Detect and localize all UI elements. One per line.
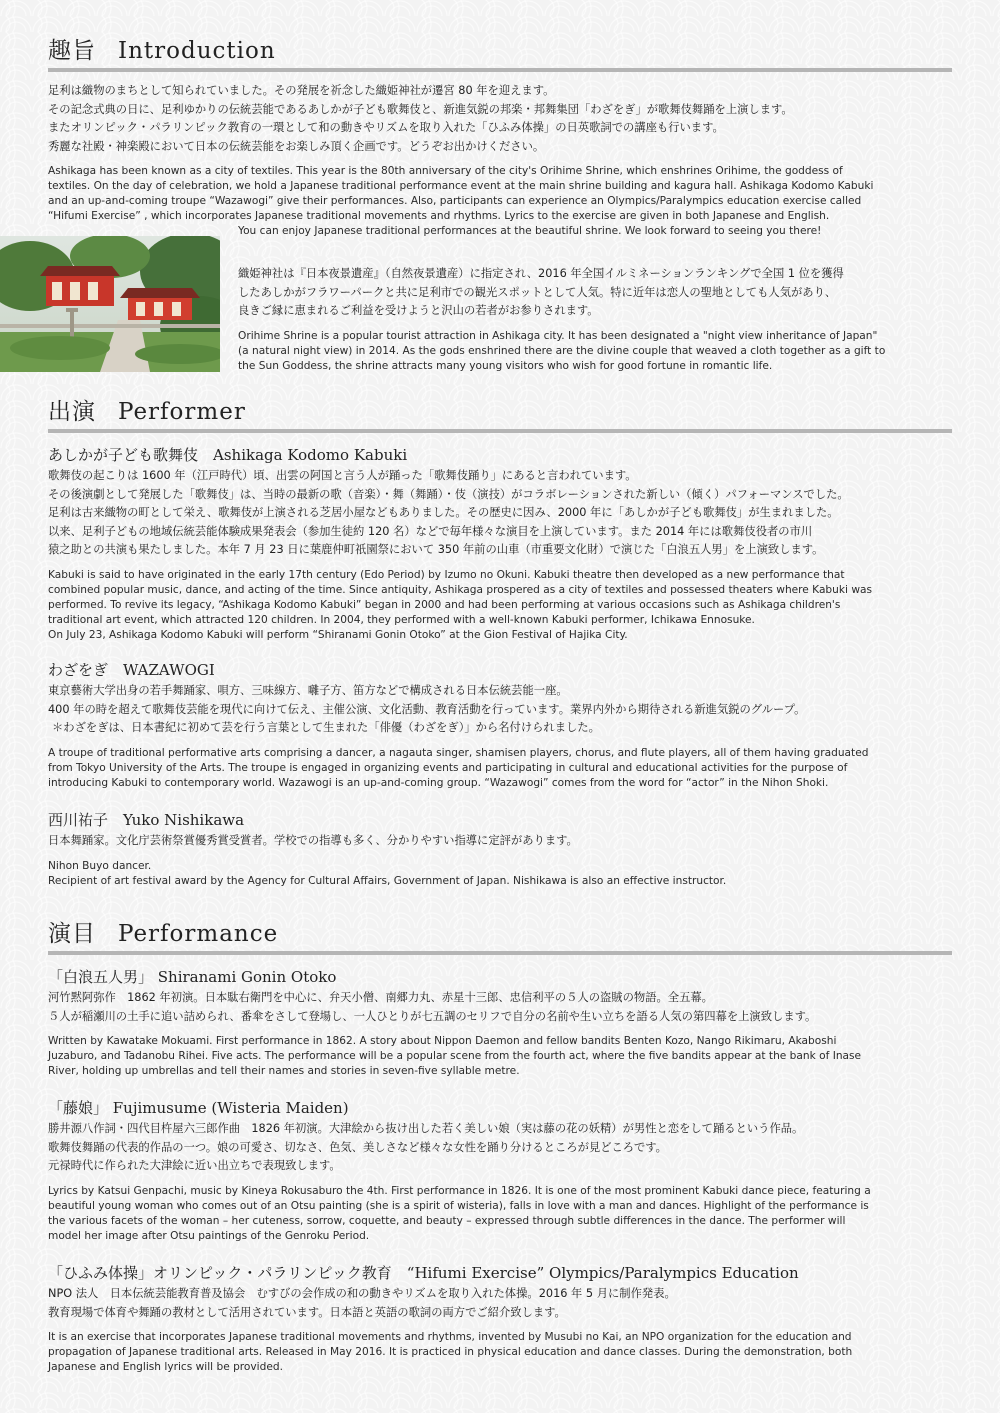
section-heading-en: Performance [118, 921, 279, 947]
text-line: from Tokyo University of the Arts. The troupe is engaged in organizing events and participating in cultural and educational activities for the purpose of [48, 761, 848, 774]
text-line: the Sun Goddess, the shrine attracts many young visitors who wish for good fortune in romantic life. [238, 360, 773, 372]
shrine-en-text [238, 329, 952, 374]
nishikawa-en-text [48, 859, 952, 889]
hifumi-jp-text [48, 1285, 952, 1322]
section-heading-en: Introduction [118, 38, 276, 64]
text-line: beautiful young woman who comes out of an Otsu painting (she is a spirit of wisteria), falls in love with a man and dances. Highlight of the performance is [48, 1199, 869, 1212]
text-line: Recipient of art festival award by the Agency for Cultural Affairs, Government of Japan. Nishikawa is also an effective instructor. [48, 874, 727, 887]
text-line: 日本舞踊家。文化庁芸術祭賞優秀賞受賞者。学校での指導も多く、分かりやすい指導に定評があります。 [48, 834, 578, 847]
text-line: 足利は織物のまちとして知られていました。その発展を祈念した織姫神社が遷宮 80 年を迎えます。 [48, 84, 555, 97]
performance-fujimusume [48, 1098, 952, 1244]
text-line: 歌舞伎の起こりは 1600 年（江戸時代）頃、出雲の阿国と言う人が踊った「歌舞伎踊り」にあると言われています。 [48, 469, 637, 482]
text-line: You can enjoy Japanese traditional performances at the beautiful shrine. We look forward to seeing you there! [238, 225, 822, 237]
text-line: On July 23, Ashikaga Kodomo Kabuki will perform “Shiranami Gonin Otoko” at the Gion Festival of Hajika City. [48, 628, 628, 641]
text-line: propagation of Japanese traditional arts. Released in May 2016. It is practiced in physical education and dance classes. During the demonstration, both [48, 1346, 853, 1358]
section-heading-introduction [48, 36, 952, 72]
text-line: Kabuki is said to have originated in the early 17th century (Edo Period) by Izumo no Okuni. Kabuki theatre then developed as a new performance that [48, 568, 845, 581]
text-line: 400 年の時を超えて歌舞伎芸能を現代に向けて伝え、主催公演、文化活動、教育活動を行っています。業界内外から期待される新進気鋭のグループ。 [48, 702, 806, 716]
text-line: 河竹黙阿弥作 1862 年初演。日本駄右衛門を中心に、弁天小僧、南郷力丸、赤星十三郎、忠信利平の５人の盗賊の物語。全五幕。 [48, 991, 713, 1004]
text-line: A troupe of traditional performative arts comprising a dancer, a nagauta singer, shamisen players, chorus, and flute players, all of them having graduated [48, 746, 869, 759]
text-line: したあしかがフラワーパークと共に足利市での観光スポットとして人気。特に近年は恋人の聖地としても人気があり、 [238, 285, 837, 299]
text-line: ＊わざをぎは、日本書紀に初めて芸を行う言葉として生まれた「俳優（わざをぎ）」から名付けられました。 [52, 721, 600, 734]
text-line: その後演劇として発展した「歌舞伎」は、当時の最新の歌（音楽）・舞（舞踊）・伎（演技）がコラボレーションされた新しい（傾く）パフォーマンスでした。 [48, 487, 849, 501]
subsection-title: 西川祐子 Yuko Nishikawa [48, 811, 245, 829]
intro-en-text [48, 164, 952, 224]
intro-en-closing [238, 224, 821, 239]
subsection-title: 「藤娘」 Fujimusume (Wisteria Maiden) [48, 1099, 349, 1117]
section-heading-performer [48, 397, 952, 433]
shrine-jp-text [238, 265, 952, 321]
text-line: 以来、足利子どもの地域伝統芸能体験成果発表会（参加生徒約 120 名）などで毎年様々な演目を上演しています。また 2014 年には歌舞伎役者の市川 [48, 524, 813, 538]
text-line: model her image after Otsu paintings of the Genroku Period. [48, 1229, 370, 1242]
performer-wazawogi [48, 660, 952, 791]
text-line: 教育現場で体育や舞踊の教材として活用されています。日本語と英語の歌詞の両方でご紹介致します。 [48, 1305, 566, 1319]
intro-jp-text [48, 82, 952, 156]
section-heading-jp: 演目 [48, 921, 96, 947]
text-line: 元禄時代に作られた大津絵に近い出立ちで表現致します。 [48, 1159, 341, 1172]
text-line: Lyrics by Katsui Genpachi, music by Kineya Rokusaburo the 4th. First performance in 1826. It is one of the most prominent Kabuki dance piece, featuring a [48, 1184, 871, 1197]
text-line: and an up-and-coming troupe “Wazawogi” give their performances. Also, participants can experience an Olympics/Paralympics education exercise called [48, 195, 862, 207]
text-line: Japanese and English lyrics will be provided. [48, 1361, 283, 1373]
nishikawa-jp-text [48, 832, 952, 851]
hifumi-en-text [48, 1330, 952, 1375]
text-line: River, holding up umbrellas and tell their names and stories in seven-five syllable metre. [48, 1065, 520, 1077]
section-heading-jp: 趣旨 [48, 38, 96, 64]
text-line: 東京藝術大学出身の若手舞踊家、唄方、三味線方、囃子方、笛方などで構成される日本伝統芸能一座。 [48, 684, 568, 697]
text-line: Orihime Shrine is a popular tourist attraction in Ashikaga city. It has been designated a "night view inheritance of Japan" [238, 330, 878, 342]
performance-hifumi [48, 1263, 952, 1375]
text-line: 秀麗な社殿・神楽殿において日本の伝統芸能をお楽しみ頂く企画です。どうぞお出かけください。 [48, 139, 545, 153]
text-line: It is an exercise that incorporates Japanese traditional movements and rhythms, invented by Musubi no Kai, an NPO organization for the education and [48, 1331, 852, 1343]
text-line: Nihon Buyo dancer. [48, 859, 152, 872]
text-line: “Hifumi Exercise” , which incorporates Japanese traditional movements and rhythms. Lyrics to the exercise are given in both Japanese and English. [48, 210, 830, 222]
subsection-title: あしかが子ども歌舞伎 Ashikaga Kodomo Kabuki [48, 446, 408, 464]
text-line: 良きご縁に恵まれるご利益を受けようと沢山の若者がお参りされます。 [238, 304, 599, 317]
subsection-title: 「ひふみ体操」オリンピック・パラリンピック教育 “Hifumi Exercise” Olympics/Paralympics Education [48, 1264, 799, 1282]
text-line: introducing Kabuki to contemporary world. Wazawogi is an up-and-coming group. “Wazawogi” comes from the word for “actor” in the Nihon Shoki. [48, 776, 829, 789]
text-line: Juzaburo, and Tadanobu Rihei. Five acts. The performance will be a popular scene from the fourth act, where the five bandits appear at the bank of Inase [48, 1050, 862, 1062]
text-line: 勝井源八作詞・四代目杵屋六三郎作曲 1826 年初演。大津絵から抜け出した若く美しい娘（実は藤の花の妖精）が男性と恋をして踊るという作品。 [48, 1122, 804, 1135]
section-heading-jp: 出演 [48, 399, 96, 425]
subsection-title: 「白浪五人男」 Shiranami Gonin Otoko [48, 968, 337, 986]
section-heading-performance [48, 919, 952, 955]
wazawogi-jp-text [48, 682, 952, 738]
text-line: 足利は古来織物の町として栄え、歌舞伎が上演される芝居小屋などもありました。その歴史に因み、2000 年に「あしかが子ども歌舞伎」が生まれました。 [48, 506, 839, 519]
kabuki-jp-text [48, 467, 952, 560]
text-line: (a natural night view) in 2014. As the gods enshrined there are the divine couple that weaved a cloth together as a gift to [238, 345, 886, 357]
wazawogi-en-text [48, 746, 952, 791]
performer-nishikawa [48, 810, 952, 889]
subsection-title: わざをぎ WAZAWOGI [48, 661, 215, 679]
text-line: 猿之助との共演も果たしました。本年 7 月 23 日に葉鹿仲町祇園祭において 350 年前の山車（市重要文化財）で演じた「白浪五人男」を上演致します。 [48, 543, 824, 556]
kabuki-en-text [48, 568, 952, 643]
text-line: 織姫神社は『日本夜景遺産』（自然夜景遺産）に指定され、2016 年全国イルミネーションランキングで全国 1 位を獲得 [238, 267, 844, 280]
shrine-photo [0, 236, 220, 372]
fujimusume-en-text [48, 1184, 952, 1244]
text-line: Ashikaga has been known as a city of textiles. This year is the 80th anniversary of the city's Orihime Shrine, which enshrines Orihime, the goddess of [48, 165, 843, 177]
text-line: 歌舞伎舞踊の代表的作品の一つ。娘の可愛さ、切なさ、色気、美しさなど様々な女性を踊り分けるところが見どころです。 [48, 1140, 667, 1154]
text-line: NPO 法人 日本伝統芸能教育普及協会 むすびの会作成の和の動きやリズムを取り入れた体操。2016 年 5 月に制作発表。 [48, 1287, 676, 1300]
performer-kabuki [48, 445, 952, 643]
text-line: textiles. On the day of celebration, we hold a Japanese traditional performance event at the main shrine building and kagura hall. Ashikaga Kodomo Kabuki [48, 180, 874, 192]
text-line: traditional art event, which attracted 120 children. In 2004, they performed with a well-known Kabuki performer, Ichikawa Ennosuke. [48, 613, 755, 626]
text-line: またオリンピック・パラリンピック教育の一環として和の動きやリズムを取り入れた「ひふみ体操」の日英歌詞での講座も行います。 [48, 121, 724, 134]
text-line: その記念式典の日に、足利ゆかりの伝統芸能であるあしかが子ども歌舞伎と、新進気鋭の邦楽・邦舞集団「わざをぎ」が歌舞伎舞踊を上演します。 [48, 102, 793, 116]
text-line: combined popular music, dance, and acting of the time. Since antiquity, Ashikaga prospered as a city of textiles and possessed theaters where Kabuki was [48, 583, 872, 596]
text-line: performed. To revive its legacy, “Ashikaga Kodomo Kabuki” began in 2000 and had been performing at various occasions such as Ashikaga children's [48, 598, 841, 611]
text-line: Written by Kawatake Mokuami. First performance in 1862. A story about Nippon Daemon and fellow bandits Benten Kozo, Nango Rikimaru, Akaboshi [48, 1035, 837, 1047]
shiranami-jp-text [48, 989, 952, 1026]
performance-shiranami [48, 967, 952, 1079]
shiranami-en-text [48, 1034, 952, 1079]
section-heading-en: Performer [118, 399, 246, 425]
text-line: the various facets of the woman – her cuteness, sorrow, coquette, and beauty – expressed through subtle differences in the dance. The performer will [48, 1214, 846, 1227]
text-line: ５人が稲瀬川の土手に追い詰められ、番傘をさして登場し、一人ひとりが七五調のセリフで自分の名前や生い立ちを語る人気の第四幕を上演致します。 [48, 1009, 817, 1023]
fujimusume-jp-text [48, 1120, 952, 1176]
